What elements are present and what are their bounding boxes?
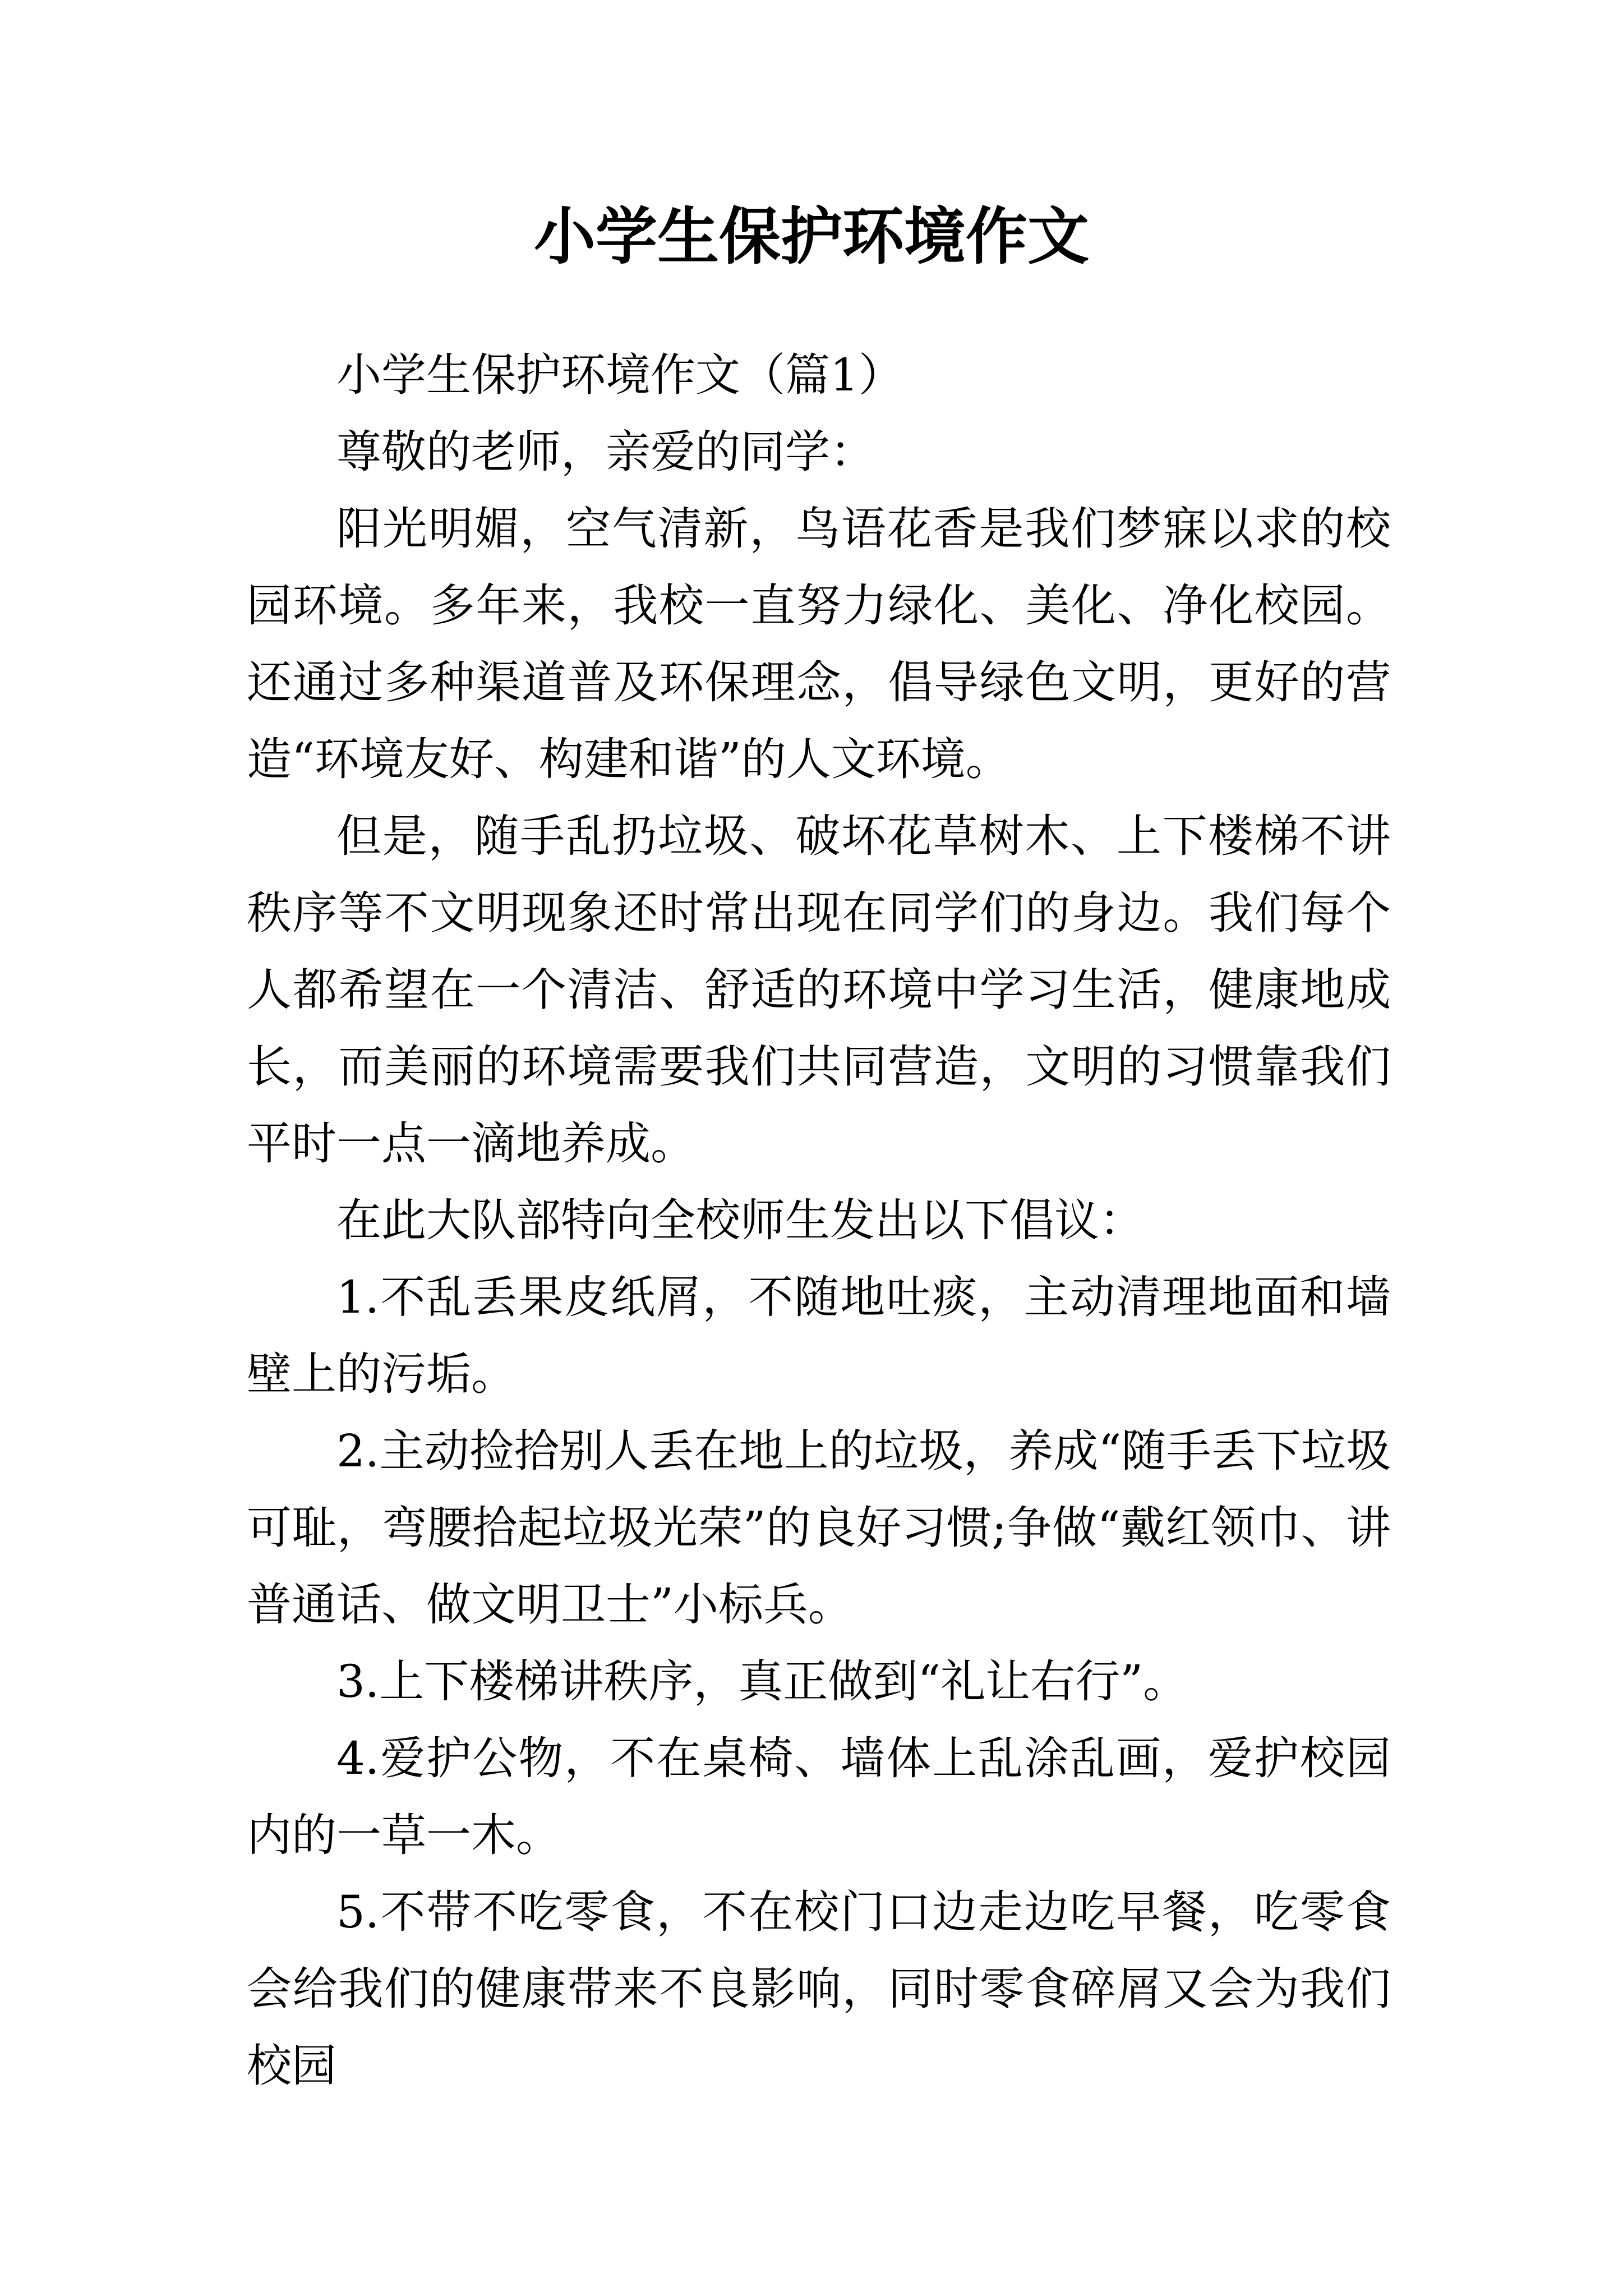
list-item: 5.不带不吃零食，不在校门口边走边吃早餐，吃零食会给我们的健康带来不良影响，同时零食碎屑又会为我们校园 — [247, 1886, 1391, 2092]
salutation: 尊敬的老师，亲爱的同学： — [336, 426, 875, 478]
paragraph: 在此大队部特向全校师生发出以下倡议： — [336, 1194, 1144, 1246]
section-heading: 小学生保护环境作文（篇1） — [336, 349, 903, 401]
list-item: 4.爱护公物，不在桌椅、墙体上乱涂乱画，爱护校园内的一草一木。 — [247, 1732, 1391, 1861]
paragraph: 但是，随手乱扔垃圾、破坏花草树木、上下楼梯不讲秩序等不文明现象还时常出现在同学们的身边。我们每个人都希望在一个清洁、舒适的环境中学习生活，健康地成长，而美丽的环境需要我们共同营造，文明的习惯靠我们平时一点一滴地养成。 — [247, 810, 1391, 1170]
paragraph: 阳光明媚，空气清新，鸟语花香是我们梦寐以求的校园环境。多年来，我校一直努力绿化、美化、净化校园。还通过多种渠道普及环保理念，倡导绿色文明，更好的营造“环境友好、构建和谐”的人文环境。 — [247, 503, 1391, 785]
document-body — [247, 337, 1391, 2104]
list-item: 2.主动捡拾别人丢在地上的垃圾，养成“随手丢下垃圾可耻，弯腰拾起垃圾光荣”的良好习惯;争做“戴红领巾、讲普通话、做文明卫士”小标兵。 — [247, 1425, 1391, 1631]
list-item: 1.不乱丢果皮纸屑，不随地吐痰，主动清理地面和墙壁上的污垢。 — [247, 1271, 1391, 1400]
list-item: 3.上下楼梯讲秩序，真正做到“礼让右行”。 — [336, 1655, 1188, 1708]
document-title: 小学生保护环境作文 — [534, 200, 1089, 273]
